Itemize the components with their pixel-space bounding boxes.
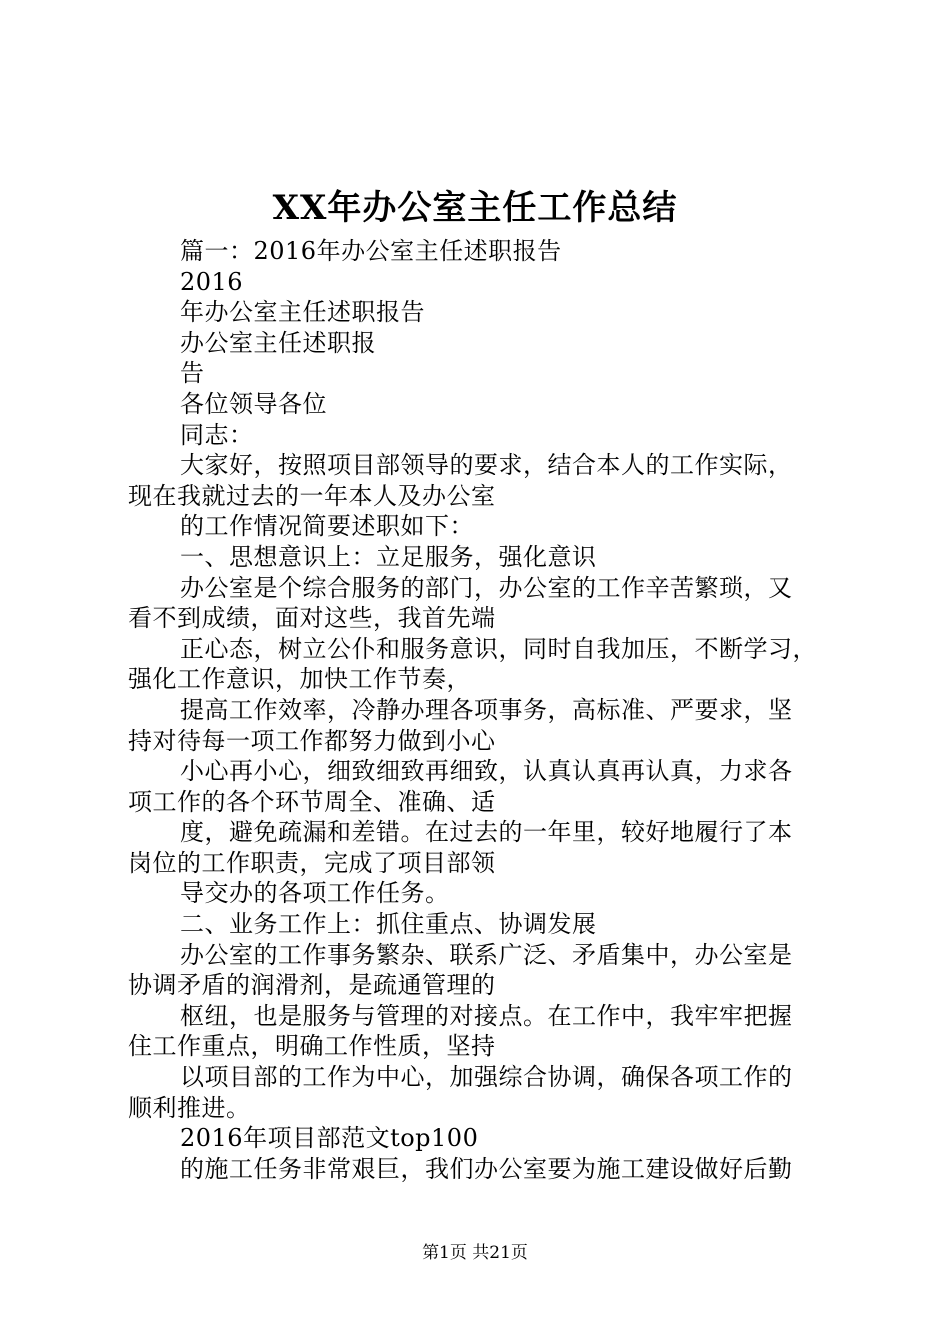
- body-line: 办公室是个综合服务的部门，办公室的工作辛苦繁琐，又: [180, 573, 793, 602]
- body-line: 协调矛盾的润滑剂，是疏通管理的: [128, 971, 496, 1000]
- body-line: 提高工作效率，冷静办理各项事务，高标准、严要求，坚: [180, 695, 793, 724]
- body-line: 顺利推进。: [128, 1093, 251, 1122]
- body-line: 同志：: [180, 420, 254, 449]
- body-line: 2016: [180, 267, 244, 296]
- body-line: 告: [180, 359, 205, 388]
- body-line: 篇一：2016年办公室主任述职报告: [180, 237, 562, 265]
- body-line: 的施工任务非常艰巨，我们办公室要为施工建设做好后勤: [180, 1154, 793, 1183]
- body-line: 岗位的工作职责，完成了项目部领: [128, 848, 496, 877]
- body-line: 看不到成绩，面对这些，我首先端: [128, 604, 496, 633]
- body-line: 枢纽，也是服务与管理的对接点。在工作中，我牢牢把握: [180, 1001, 793, 1030]
- body-line: 办公室的工作事务繁杂、联系广泛、矛盾集中，办公室是: [180, 940, 793, 969]
- body-line: 小心再小心，细致细致再细致，认真认真再认真，力求各: [180, 757, 793, 786]
- body-line: 住工作重点，明确工作性质，坚持: [128, 1032, 496, 1061]
- body-line: 二、业务工作上：抓住重点、协调发展: [180, 910, 597, 939]
- body-line: 办公室主任述职报: [180, 328, 376, 357]
- document-title: XX年办公室主任工作总结: [272, 188, 678, 228]
- body-line: 以项目部的工作为中心，加强综合协调，确保各项工作的: [180, 1063, 793, 1092]
- document-body: [128, 236, 838, 1184]
- body-line: 一、思想意识上：立足服务，强化意识: [180, 542, 597, 571]
- body-line: 正心态，树立公仆和服务意识，同时自我加压，不断学习，: [180, 634, 817, 663]
- body-line: 度，避免疏漏和差错。在过去的一年里，较好地履行了本: [180, 818, 793, 847]
- body-line: 的工作情况简要述职如下：: [180, 512, 474, 541]
- body-line: 导交办的各项工作任务。: [180, 879, 450, 908]
- body-line: 持对待每一项工作都努力做到小心: [128, 726, 496, 755]
- body-line: 各位领导各位: [180, 389, 327, 418]
- page-footer: 第1页 共21页: [422, 1243, 528, 1263]
- body-line: 2016年项目部范文top100: [180, 1124, 479, 1153]
- body-line: 现在我就过去的一年本人及办公室: [128, 481, 496, 510]
- body-line: 项工作的各个环节周全、准确、适: [128, 787, 496, 816]
- body-line: 年办公室主任述职报告: [180, 298, 425, 327]
- body-line: 大家好，按照项目部领导的要求，结合本人的工作实际，: [180, 451, 793, 480]
- body-line: 强化工作意识，加快工作节奏，: [128, 665, 471, 694]
